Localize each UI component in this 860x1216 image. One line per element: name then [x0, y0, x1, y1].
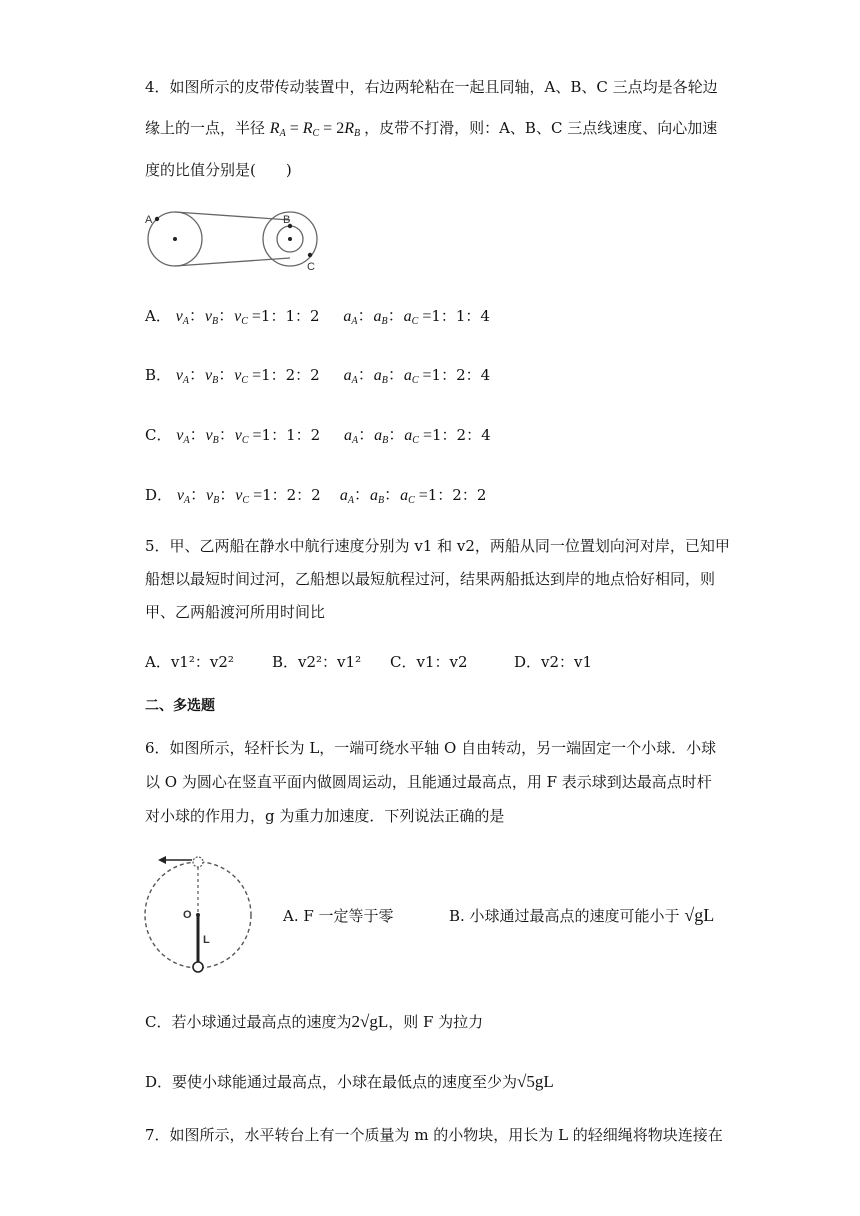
sqrt-5gl: √5gL: [517, 1072, 554, 1091]
q6-option-c: C．若小球通过最高点的速度为2√gL，则 F 为拉力: [145, 1012, 484, 1031]
q5-option-a: A．v1²：v2²: [145, 653, 234, 671]
ball-bottom: [193, 962, 203, 972]
label-c: C: [307, 261, 315, 273]
q4-option-c: C． $v_A$：$v_B$：$v_C =1$：1：2 $a_A$：$a_B$：$a_C =1$：2：4: [145, 426, 491, 446]
q5-line3: 甲、乙两船渡河所用时间比: [145, 603, 326, 621]
q4-line3: 度的比值分别是( ): [145, 161, 292, 179]
left-axle: [173, 237, 177, 241]
q4-option-d: D． $v_A$：$v_B$：$v_C =1$：2：2 $a_A$：$a_B$：$a_C =1$：2：2: [145, 486, 487, 506]
q6-line3: 对小球的作用力，g 为重力加速度．下列说法正确的是: [145, 807, 505, 825]
q4-radius-equation: $R_A = R_C = 2R_B$: [269, 120, 361, 139]
q4-line1: 4．如图所示的皮带传动装置中，右边两轮粘在一起且同轴，A、B、C 三点均是各轮边: [145, 78, 718, 96]
two-sqrt-gl: 2√gL: [351, 1012, 389, 1031]
label-o: O: [183, 909, 192, 921]
label-a: A: [145, 214, 153, 226]
q4-line2a: 缘上的一点，半径: [145, 119, 266, 137]
q6-line1: 6．如图所示，轻杆长为 L，一端可绕水平轴 O 自由转动，另一端固定一个小球．小球: [145, 739, 717, 757]
pivot-o: [196, 913, 200, 917]
label-b: B: [283, 214, 291, 226]
q4-option-a: A． $v_A$：$v_B$：$v_C =1$：1：2 $a_A$：$a_B$：$a_C =1$：1：4: [145, 307, 490, 327]
label-l: L: [203, 934, 210, 946]
right-axle: [288, 237, 292, 241]
q6-option-d: D．要使小球能通过最高点，小球在最低点的速度至少为√5gL: [145, 1072, 554, 1091]
q5-option-b: B．v2²：v1²: [272, 653, 362, 671]
q7-line1: 7．如图所示，水平转台上有一个质量为 m 的小物块，用长为 L 的轻细绳将物块连接在: [145, 1126, 723, 1144]
q4-belt-figure: [140, 205, 330, 275]
q5-option-c: C．v1：v2: [390, 653, 468, 671]
q6-option-a: A. F 一定等于零: [283, 907, 394, 925]
q6-circle-figure: [140, 850, 260, 978]
ball-top: [193, 857, 203, 867]
q4-option-b: B． $v_A$：$v_B$：$v_C =1$：2：2 $a_A$：$a_B$：$a_C =1$：2：4: [145, 366, 491, 386]
q6-line2: 以 O 为圆心在竖直平面内做圆周运动，且能通过最高点，用 F 表示球到达最高点时杆: [145, 773, 712, 791]
q5-line2: 船想以最短时间过河，乙船想以最短航程过河，结果两船抵达到岸的地点恰好相同，则: [145, 570, 716, 588]
velocity-arrow-head: [158, 856, 166, 864]
q5-line1: 5．甲、乙两船在静水中航行速度分别为 v1 和 v2，两船从同一位置划向河对岸，已知甲: [145, 537, 730, 555]
q6-option-b: B. 小球通过最高点的速度可能小于 √gL: [449, 905, 715, 925]
section-multiple-choice-title: 二、多选题: [145, 698, 215, 714]
point-a-dot: [155, 217, 159, 221]
q4-line2b: ，皮带不打滑，则：A、B、C 三点线速度、向心加速: [364, 119, 718, 137]
q5-option-d: D．v2：v1: [514, 653, 593, 671]
sqrt-gl: √gL: [684, 905, 715, 925]
point-c-dot: [308, 253, 312, 257]
q4-line2: [145, 118, 717, 144]
